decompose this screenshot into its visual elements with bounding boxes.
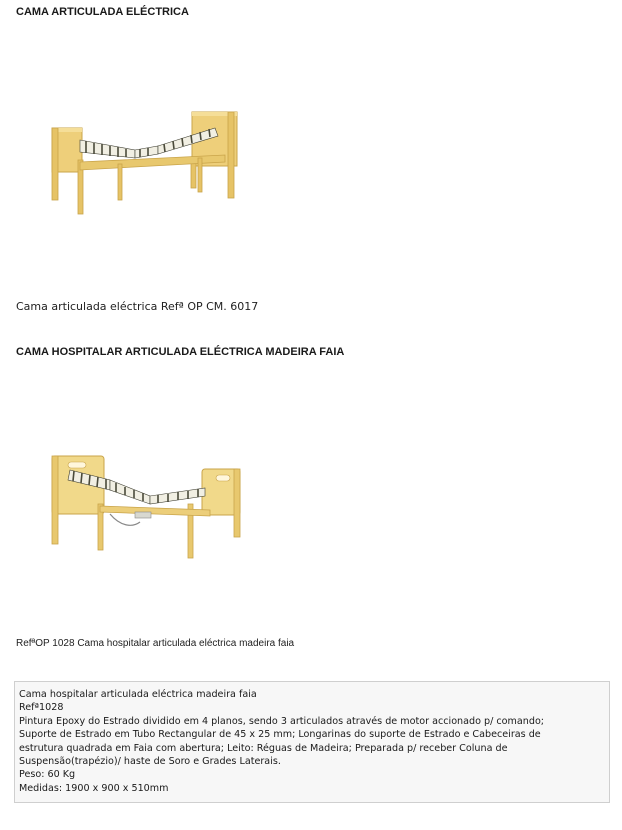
section-title-electric-bed: CAMA ARTICULADA ELÉCTRICA [16, 6, 189, 18]
hospital-bed-image [40, 444, 250, 564]
description-weight: Peso: 60 Kg [19, 769, 76, 781]
electric-bed-caption: Cama articulada eléctrica Refª OP CM. 6017 [16, 300, 259, 313]
section-title-hospital-bed: CAMA HOSPITALAR ARTICULADA ELÉCTRICA MADEIRA FAIA [16, 346, 345, 358]
description-text: Suporte de Estrado em Tubo Rectangular de 45 x 25 mm; Longarinas do suporte de Estrado e Cabeceiras de [19, 729, 541, 741]
hospital-bed-caption: RefªOP 1028 Cama hospitalar articulada eléctrica madeira faia [16, 638, 295, 649]
description-text: Pintura Epoxy do Estrado dividido em 4 planos, sendo 3 articulados através de motor accionado p/ comando; [19, 715, 545, 727]
description-title: Cama hospitalar articulada eléctrica madeira faia [19, 689, 257, 700]
description-text: Suspensão(trapézio)/ haste de Soro e Grades Laterais. [19, 756, 281, 768]
product-description-box [14, 681, 610, 803]
electric-bed-image [40, 100, 250, 220]
description-dimensions: Medidas: 1900 x 900 x 510mm [19, 782, 169, 794]
description-reference: Refª1028 [19, 702, 64, 714]
description-text: estrutura quadrada em Faia com abertura; Leito: Réguas de Madeira; Preparada p/ receber Coluna de [19, 742, 508, 754]
